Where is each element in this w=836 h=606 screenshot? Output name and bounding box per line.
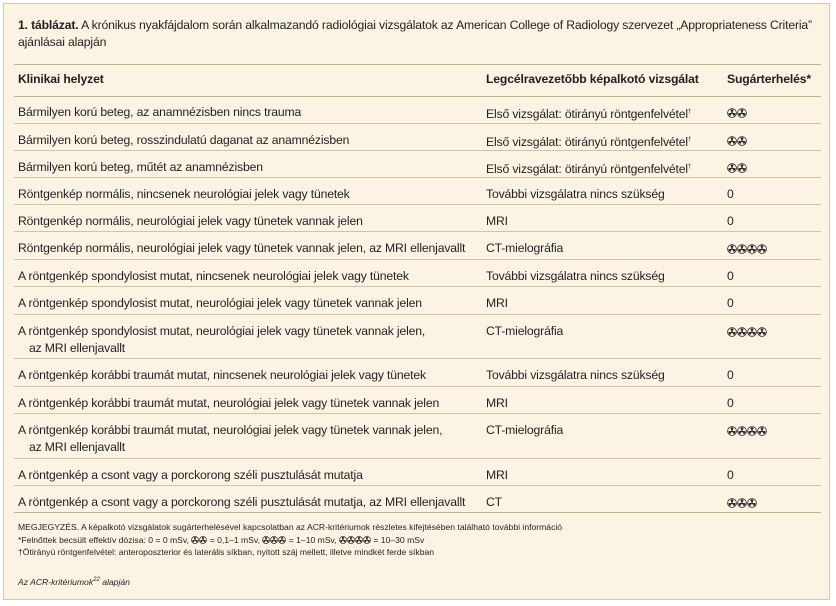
imaging-exam-cell: Első vizsgálat: ötirányú röntgenfelvétel† [486,107,692,122]
radiation-icon [727,163,737,173]
clinical-situation-cell: A röntgenkép a csont vagy a porckorong széli pusztulását mutatja [18,468,363,482]
radiation-dose-cell [727,159,747,176]
source-citation: Az ACR-kritériumok$^{22}$ alapján [18,577,130,587]
radiation-dose-cell [727,323,767,340]
table-notes [18,521,818,559]
radiation-icon [737,108,747,118]
table-row [14,260,821,287]
clinical-situation-cell: A röntgenkép korábbi traumát mutat, nincsenek neurológiai jelek vagy tünetek [18,368,426,382]
imaging-exam-cell: MRI [486,396,508,410]
radiation-dose-cell: 0 [727,296,734,310]
dose-icons [727,498,757,508]
radiation-icon [199,536,207,544]
imaging-exam-cell: További vizsgálatra nincs szükség [486,269,665,283]
radiation-icon [191,536,199,544]
radiation-icon [355,536,363,544]
dose-icons-2 [191,536,207,544]
radiation-dose-cell [727,422,767,439]
table-row [14,315,821,359]
radiation-dose-cell [727,494,757,511]
clinical-situation-cell: Röntgenkép normális, nincsenek neurológiai jelek vagy tünetek [18,187,350,201]
clinical-situation-cell: A röntgenkép korábbi traumát mutat, neurológiai jelek vagy tünetek vannak jelen, az MRI ellenjavallt [18,423,443,454]
imaging-exam-cell: CT-mielográfia [486,241,564,255]
imaging-exam-cell: További vizsgálatra nincs szükség [486,187,665,201]
table-row [14,486,821,512]
radiation-icon [727,426,737,436]
imaging-exam-cell: Első vizsgálat: ötirányú röntgenfelvétel† [486,162,692,177]
radiation-dose-cell: 0 [727,269,734,283]
imaging-exam-cell: CT-mielográfia [486,324,564,338]
radiation-icon [737,244,747,254]
radiation-dose-cell [727,132,747,149]
radiation-icon [757,244,767,254]
radiation-dose-cell: 0 [727,214,734,228]
table-row [14,387,821,414]
radiation-icon [262,536,270,544]
radiation-icon [737,426,747,436]
dose-icons-3 [262,536,286,544]
radiation-icon [278,536,286,544]
table-row [14,151,821,178]
note-line-2: *Felnőttek becsült effektív dózisa: 0 = 0 mSv, = 0,1–1 mSv, = 1–10 mSv, = 10–30 mSv [18,534,425,545]
radiation-icon [747,327,757,337]
table-row [14,459,821,486]
radiation-dose-cell [727,104,747,121]
clinical-situation-cell: Röntgenkép normális, neurológiai jelek vagy tünetek vannak jelen [18,214,363,228]
table-row [14,124,821,151]
table-row [14,205,821,232]
radiation-icon [757,327,767,337]
imaging-exam-cell: MRI [486,214,508,228]
header-clinical-situation: Klinikai helyzet [18,72,104,86]
clinical-situation-cell: A röntgenkép spondylosist mutat, nincsenek neurológiai jelek vagy tünetek [18,269,409,283]
dose-icons [727,136,747,146]
radiation-dose-cell: 0 [727,187,734,201]
caption-text: A krónikus nyakfájdalom során alkalmazandó radiológiai vizsgálatok az American College of Radiology szervezet „Appropriateness Criteria” ajánlásai alapján [18,18,812,49]
clinical-situation-cell: A röntgenkép korábbi traumát mutat, neurológiai jelek vagy tünetek vannak jelen [18,396,440,410]
imaging-exam-cell: További vizsgálatra nincs szükség [486,368,665,382]
clinical-situation-cell: Bármilyen korú beteg, az anamnézisben nincs trauma [18,105,302,119]
radiation-icon [747,426,757,436]
radiation-icon [339,536,347,544]
table-caption [18,17,818,51]
clinical-situation-cell: Bármilyen korú beteg, műtét az anamnézisben [18,160,263,174]
note-line-1: MEGJEGYZÉS. A képalkotó vizsgálatok sugárterhelésével kapcsolatban az ACR-kritériumok részletes kifejtésében található további információ [18,522,563,532]
clinical-situation-cell: A röntgenkép a csont vagy a porckorong széli pusztulását mutatja, az MRI ellenjavallt [18,495,466,509]
table-number: 1. táblázat. [18,18,79,32]
dose-icons [727,244,767,254]
radiation-icon [737,136,747,146]
radiation-icon [270,536,278,544]
radiation-icon [363,536,371,544]
clinical-situation-cell: Röntgenkép normális, neurológiai jelek vagy tünetek vannak jelen, az MRI ellenjavallt [18,241,466,255]
radiation-icon [747,244,757,254]
imaging-exam-cell: MRI [486,296,508,310]
table-row [14,414,821,459]
imaging-exam-cell: Első vizsgálat: ötirányú röntgenfelvétel† [486,135,692,150]
imaging-exam-cell: MRI [486,468,508,482]
radiation-icon [727,327,737,337]
radiation-dose-cell: 0 [727,368,734,382]
dose-icons [727,327,767,337]
radiation-icon [727,498,737,508]
radiation-icon [757,426,767,436]
table-row [14,359,821,387]
radiation-icon [747,498,757,508]
clinical-situation-cell: A röntgenkép spondylosist mutat, neurológiai jelek vagy tünetek vannak jelen [18,296,422,310]
dose-icons [727,163,747,173]
radiation-icon [727,108,737,118]
table-row [14,178,821,205]
radiation-icon [737,327,747,337]
radiation-icon [347,536,355,544]
imaging-exam-cell: CT [486,495,502,509]
header-top-rule [14,64,821,65]
imaging-exam-cell: CT-mielográfia [486,423,564,437]
radiation-icon [727,244,737,254]
table-row [14,96,821,124]
radiation-icon [737,163,747,173]
clinical-situation-cell: A röntgenkép spondylosist mutat, neurológiai jelek vagy tünetek vannak jelen, az MRI ellenjavallt [18,324,426,355]
table-bottom-rule [14,512,821,513]
table-row [14,232,821,260]
radiation-icon [727,136,737,146]
table-row [14,287,821,315]
dose-icons [727,426,767,436]
dose-icons-4 [339,536,371,544]
radiation-dose-cell [727,240,767,257]
table-panel [3,3,830,600]
header-imaging-exam: Legcélravezetőbb képalkotó vizsgálat [486,72,699,86]
radiation-icon [737,498,747,508]
radiation-dose-cell: 0 [727,396,734,410]
radiation-dose-cell: 0 [727,468,734,482]
dose-icons [727,108,747,118]
header-radiation-dose: Sugárterhelés* [727,72,811,86]
note-line-3: †Ötirányú röntgenfelvétel: anteroposzterior és laterális síkban, nyitott száj mellett, illetve mindkét ferde síkban [18,547,435,557]
clinical-situation-cell: Bármilyen korú beteg, rosszindulatú daganat az anamnézisben [18,133,350,147]
